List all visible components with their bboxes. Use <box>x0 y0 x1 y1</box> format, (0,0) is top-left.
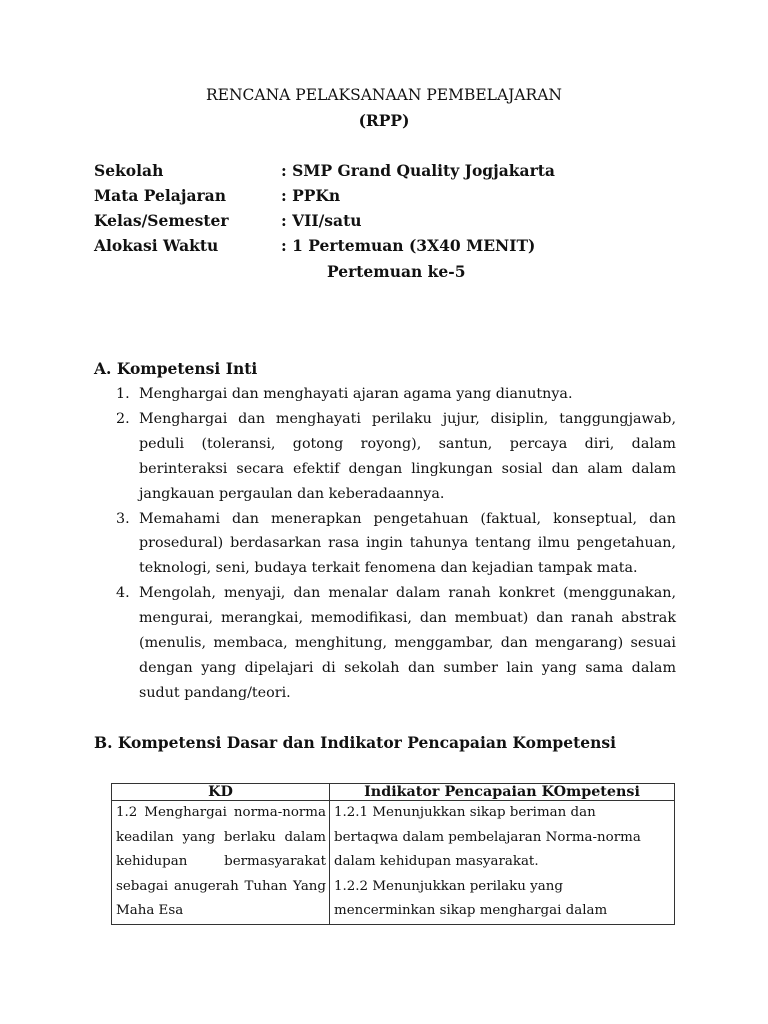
list-item-text: Memahami dan menerapkan pengetahuan (faktual, konseptual, dan prosedural) berdasarkan rasa ingin tahunya tentang ilmu pengetahuan, teknologi, seni, budaya terkait fenomena dan kejadian tampak mata. <box>139 510 676 577</box>
document-subtitle: (RPP) <box>358 111 410 130</box>
list-item <box>94 581 676 706</box>
indicator-line: mencerminkan sikap menghargai dalam <box>334 903 608 918</box>
info-label: Kelas/Semester <box>94 211 229 230</box>
list-item-number: 4. <box>116 585 130 602</box>
info-label: Mata Pelajaran <box>94 186 226 205</box>
list-item <box>94 407 676 507</box>
info-value: : PPKn <box>281 186 341 205</box>
table-cell-indicator <box>330 801 675 925</box>
indicator-line: bertaqwa dalam pembelajaran Norma-norma <box>334 829 641 845</box>
core-competency-list <box>94 382 676 706</box>
indicator-line: 1.2.2 Menunjukkan perilaku yang <box>334 878 563 894</box>
competency-table <box>111 783 675 925</box>
list-item <box>94 382 676 407</box>
info-value: : 1 Pertemuan (3X40 MENIT) <box>281 236 536 255</box>
indicator-line: 1.2.1 Menunjukkan sikap beriman dan <box>334 805 596 820</box>
indicator-line: dalam kehidupan masyarakat. <box>334 854 539 869</box>
table-cell-kd: 1.2 Menghargai norma-norma keadilan yang berlaku dalam kehidupan bermasyarakat sebagai anugerah Tuhan Yang Maha Esa <box>112 801 330 925</box>
info-label: Alokasi Waktu <box>94 236 219 255</box>
list-item <box>94 507 676 582</box>
table-header-kd: KD <box>112 784 330 801</box>
list-item-number: 3. <box>116 510 130 527</box>
section-a-heading: A. Kompetensi Inti <box>94 359 258 378</box>
info-value: : VII/satu <box>281 211 362 230</box>
table-header-indicator: Indikator Pencapaian KOmpetensi <box>330 784 675 801</box>
document-title: RENCANA PELAKSANAAN PEMBELAJARAN <box>206 86 562 104</box>
info-value: : SMP Grand Quality Jogjakarta <box>281 161 555 180</box>
list-item-number: 1. <box>116 386 130 402</box>
list-item-text: Menghargai dan menghayati ajaran agama yang dianutnya. <box>139 386 573 402</box>
list-item-text: Mengolah, menyaji, dan menalar dalam ranah konkret (menggunakan, mengurai, merangkai, memodifikasi, dan membuat) dan ranah abstrak (menulis, membaca, menghitung, menggambar, dan mengarang) sesuai dengan yang dipelajari di sekolah dan sumber lain yang sama dalam sudut pandang/teori. <box>139 585 676 701</box>
info-label: Sekolah <box>94 161 164 180</box>
meeting-number: Pertemuan ke-5 <box>327 262 466 281</box>
section-b-heading: B. Kompetensi Dasar dan Indikator Pencapaian Kompetensi <box>94 733 617 752</box>
table-header-row <box>112 784 675 801</box>
list-item-text: Menghargai dan menghayati perilaku jujur, disiplin, tanggungjawab, peduli (toleransi, gotong royong), santun, percaya diri, dalam berinteraksi secara efektif dengan lingkungan sosial dan alam dalam jangkauan pergaulan dan keberadaannya. <box>139 410 676 502</box>
list-item-number: 2. <box>116 410 130 427</box>
table-row <box>112 801 675 925</box>
